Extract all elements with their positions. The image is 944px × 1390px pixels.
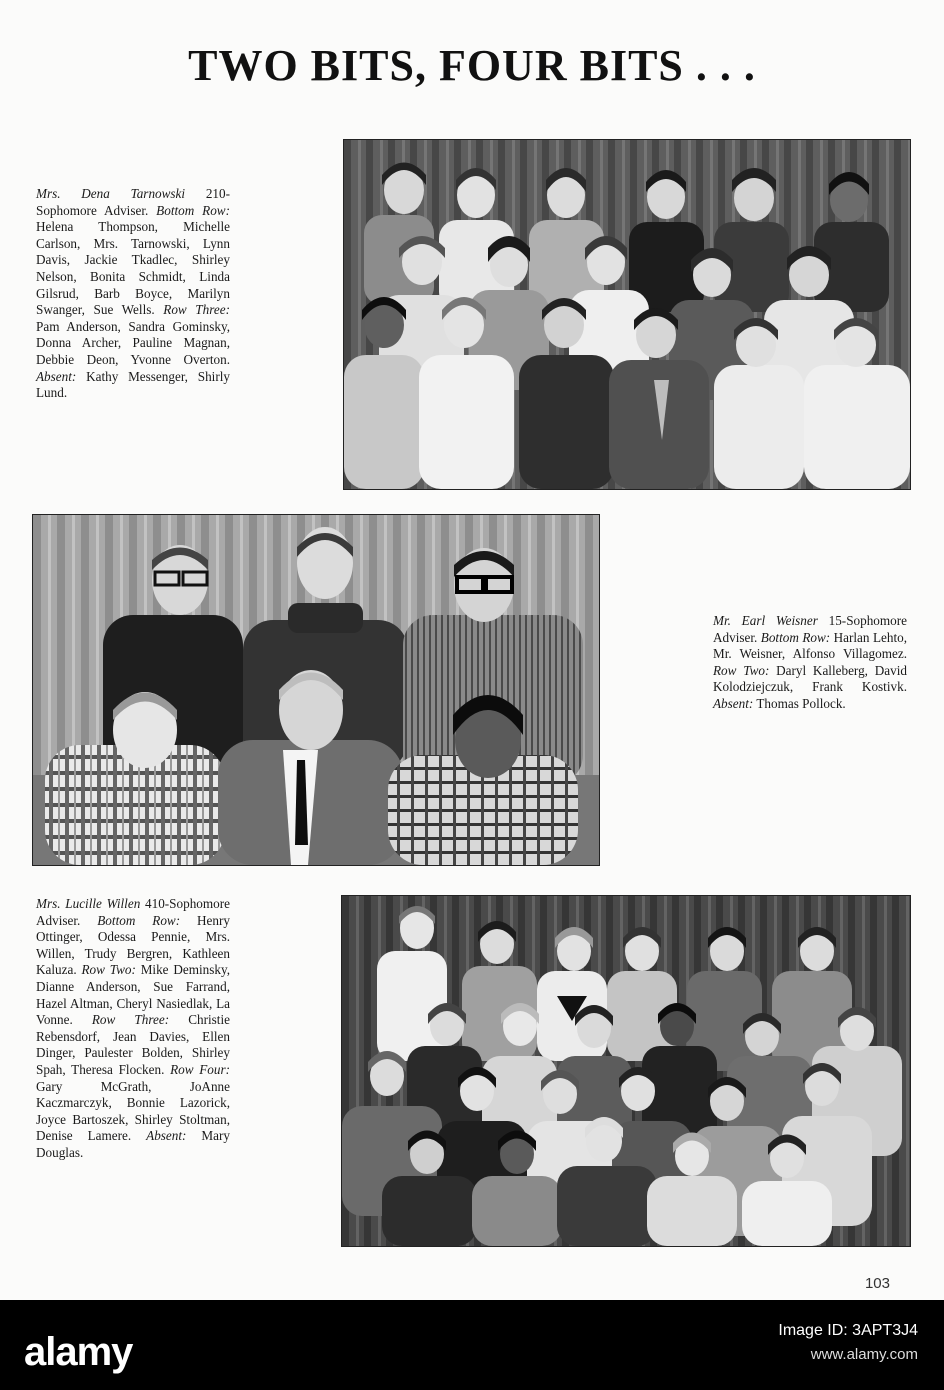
group-photo-tarnowski-image	[344, 140, 910, 489]
caption-weisner	[713, 613, 907, 713]
absent-label: Absent:	[146, 1128, 187, 1144]
absent-names: Thomas Pollock.	[753, 695, 846, 711]
group-photo-weisner	[32, 514, 600, 866]
adviser-room: 15-Sophomore Adviser.	[713, 613, 907, 645]
group-photo-willen	[341, 895, 911, 1247]
absent-names: Mary Douglas.	[36, 1128, 230, 1160]
absent-label: Absent:	[713, 695, 754, 711]
adviser-name: Mr. Earl Weisner	[713, 613, 818, 628]
adviser-room: 410-Sophomore Adviser.	[36, 896, 230, 928]
site-url: www.alamy.com	[810, 1346, 918, 1363]
row-label: Row Two:	[713, 662, 770, 678]
row-names: Daryl Kalleberg, David Kolodziejczuk, Frank Kostivk.	[713, 662, 907, 695]
row-label: Row Two:	[81, 962, 136, 978]
caption-willen	[36, 896, 230, 1162]
row-names: Harlan Lehto, Mr. Weisner, Alfonso Villagomez.	[713, 629, 908, 662]
adviser-room: 210-Sophomore Adviser.	[36, 186, 230, 218]
adviser-name: Mrs. Lucille Willen	[36, 896, 141, 911]
caption-tarnowski	[36, 186, 230, 402]
row-names: Christie Rebensdorf, Jean Davies, Ellen Dinger, Paulester Bolden, Shirley Spah, Theresa Flocken.	[36, 1012, 230, 1077]
adviser-name: Mrs. Dena Tarnowski	[36, 186, 186, 201]
row-names: Mike Deminsky, Dianne Anderson, Sue Farrand, Hazel Altman, Cheryl Nasiedlak, La Vonne.	[36, 962, 230, 1028]
row-label: Bottom Row:	[760, 629, 831, 645]
row-names: Helena Thompson, Michelle Carlson, Mrs. Tarnowski, Lynn Davis, Jackie Tkadlec, Shirley Nelson, Bonita Schmidt, Linda Gilsrud, Barb Boyce, Marilyn Swanger, Sue Wells.	[36, 219, 230, 318]
absent-names: Kathy Messenger, Shirly Lund.	[36, 368, 230, 401]
page-title: TWO BITS, FOUR BITS . . .	[188, 41, 756, 90]
group-photo-tarnowski	[343, 139, 911, 490]
row-names: Henry Ottinger, Odessa Pennie, Mrs. Willen, Trudy Bergren, Kathleen Kaluza.	[36, 912, 230, 978]
row-names: Gary McGrath, JoAnne Kaczmarczyk, Bonnie Lazorick, Joyce Bartoszek, Shirley Stoltman, Denise Lamere.	[36, 1078, 230, 1144]
row-label: Row Four:	[170, 1061, 230, 1077]
row-names: Pam Anderson, Sandra Gominsky, Donna Archer, Pauline Magnan, Debbie Deon, Yvonne Overton.	[36, 318, 230, 367]
absent-label: Absent:	[36, 368, 77, 384]
row-label: Row Three:	[91, 1012, 170, 1028]
row-label: Bottom Row:	[156, 202, 230, 218]
row-label: Bottom Row:	[97, 912, 181, 928]
row-label: Row Three:	[163, 302, 230, 318]
stock-footer-bar	[0, 1300, 944, 1390]
group-photo-willen-image	[342, 896, 910, 1246]
group-photo-weisner-image	[33, 515, 599, 865]
brand-logo: alamy	[24, 1330, 133, 1374]
page-number: 103	[864, 1275, 890, 1292]
image-id: Image ID: 3APT3J4	[778, 1322, 918, 1339]
